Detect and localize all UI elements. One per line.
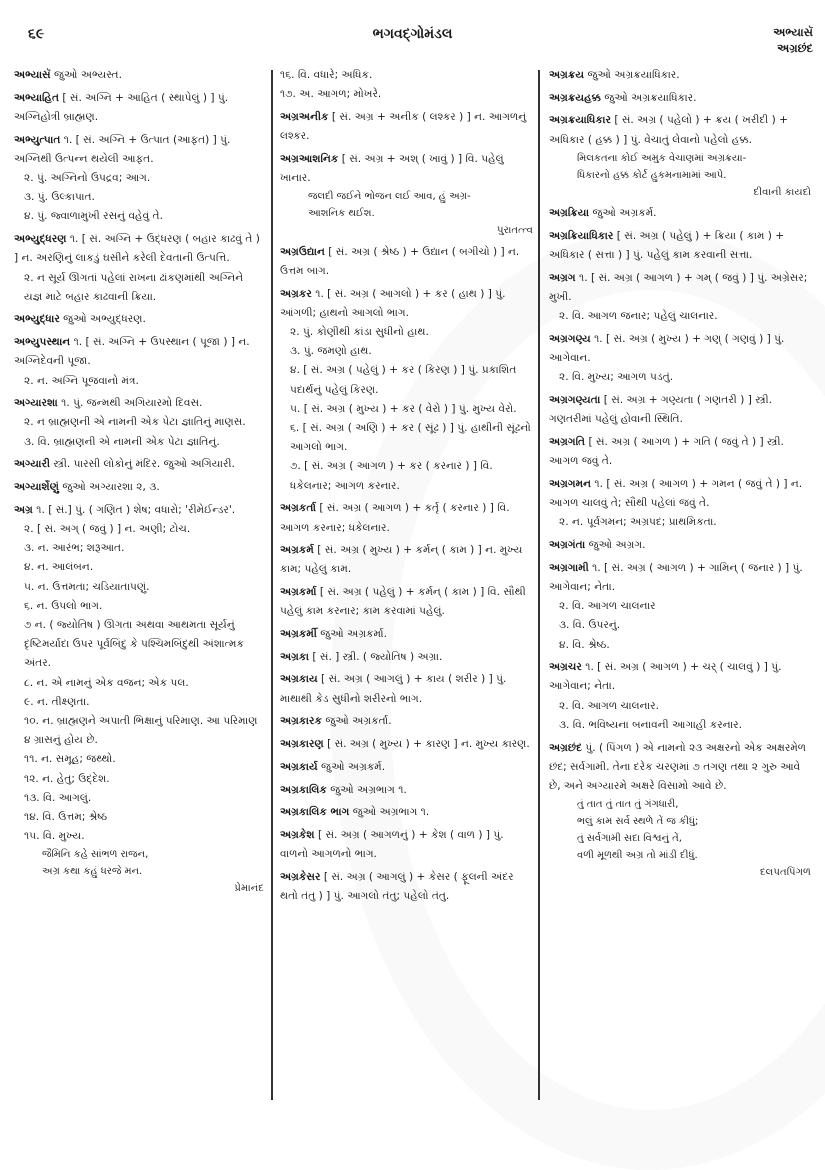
- headword: અગ્ર: [14, 503, 33, 516]
- definition: જુઓ અગ્રગ.: [588, 539, 646, 552]
- quotation-line: જલદી જઈને ભોજન લઈ આવ, હું અગ્ર-: [308, 191, 471, 203]
- dictionary-entry: [280, 758, 533, 777]
- definition: જુઓ અભ્યુદ્ધરણ.: [63, 313, 146, 326]
- sense-item: ૩. પું. જમણો હાથ.: [290, 345, 372, 358]
- headword: અગ્રચર: [549, 661, 582, 674]
- sense-item: ૧૬. વિ. વધારે; અધિક.: [280, 69, 373, 81]
- dictionary-entry: [549, 89, 811, 108]
- dictionary-entry: [549, 559, 811, 655]
- entry-main: [549, 111, 811, 149]
- headword: અગ્રકા: [280, 650, 309, 663]
- sense-item: ૧૫. વિ. મુખ્ય.: [24, 830, 85, 843]
- definition: [ સં. અગ્નિ + આહિત ( સ્થાપેલું ) ] પું. અગ્નિહોત્રી બ્રાહ્મણ.: [14, 91, 229, 123]
- headword: અગ્યારશા: [14, 397, 58, 410]
- entry-main: [280, 826, 533, 864]
- definition: ૧. પું. જન્મથી અગિયારમો દિવસ.: [61, 397, 203, 410]
- entry-main: [280, 781, 533, 800]
- entry-main: [280, 735, 533, 754]
- dictionary-entry: [280, 712, 533, 731]
- definition: [ સં. અગ્ર ( મુખ્ય ) + કારણ ] ન. મુખ્ય કારણ.: [327, 738, 530, 751]
- quotation-line: ધિકારનો હક્ક કોર્ટ હુકમનામામાં આપે.: [577, 169, 727, 181]
- dictionary-entry: [280, 583, 533, 621]
- definition: [ સં. ] સ્ત્રી. ( જ્યોતિષ ) અગ્રા.: [312, 650, 443, 663]
- entry-main: [280, 670, 533, 708]
- headword: અગ્રકાલિક ભાગ: [280, 806, 350, 819]
- dictionary-entry: [549, 433, 811, 471]
- headword: અભ્યુત્પાત: [14, 133, 61, 146]
- definition: [ સં. અગ્ર ( આગળ ) + કર્તૃ ( કરનાર ) ] વિ. આગળ કરનાર; ધકેલનાર.: [280, 502, 510, 534]
- headword: અગ્રકાર્ય: [280, 760, 318, 773]
- column-1: [14, 66, 264, 901]
- entry-main: [549, 66, 811, 85]
- entry-main: [280, 541, 533, 579]
- guide-word-first: અભ્યાસૅ: [773, 25, 813, 39]
- dictionary-entry: [549, 227, 811, 265]
- entry-main: [280, 150, 533, 188]
- dictionary-entry: [280, 66, 533, 104]
- dictionary-entry: [14, 230, 264, 307]
- sense-item: ૭ ન. ( જ્યોતિષ ) ઊગતા અથવા આથમતા સૂર્યનું દૃષ્ટિમર્યાદા ઉપર પૂર્વબિંદુ કે પશ્ચિમબિંદુથી અંશાત્મક અંતર.: [24, 618, 245, 670]
- headword: અગ્રગતિ: [549, 436, 586, 449]
- sense-item: ૪. વિ. શ્રેષ્ઠ.: [559, 638, 610, 651]
- sense-item: ૨. પું. કોણીથી કાંડા સુધીનો હાથ.: [290, 326, 429, 339]
- headword: અગ્રક્રિયાધિકાર: [549, 230, 614, 243]
- definition: જુઓ અગ્રભાગ ૧.: [330, 783, 407, 796]
- dictionary-entry: [280, 826, 533, 864]
- entry-main: [549, 89, 811, 108]
- headword: અગ્રકર્મ: [280, 544, 314, 557]
- column-divider: [538, 70, 540, 1100]
- quotation-line: ભલું કામ સર્વ સ્થળે તેં જ કીધું;: [577, 816, 699, 828]
- sense-item: ૭. [ સં. અગ્ર ( આગળ ) + કર ( કરનાર ) ] વિ. ધકેલનાર; આગળ કરનાર.: [290, 460, 493, 492]
- headword: અભ્યાસૅ: [14, 69, 51, 81]
- sense-item: ૨. ન બ્રાહ્મણની એ નામની એક પેટા જ્ઞાતિનું માણસ.: [24, 416, 246, 429]
- dictionary-entry: [549, 111, 811, 200]
- headword: અગ્રક્રય: [549, 69, 585, 81]
- entry-main: [14, 89, 264, 127]
- headword: અગ્રક્રયહક્ક: [549, 91, 601, 104]
- sense-item: ૧૧. ન. સમૂહ; જથ્થો.: [24, 753, 116, 766]
- entry-main: [280, 868, 533, 906]
- definition: [ સં. અગ્ર ( આગલું ) + કાય ( શરીર ) ] પું. માથાથી કેડ સુધીનો શરીરનો ભાગ.: [280, 673, 507, 705]
- headword: અગ્રઉદ્યાન: [280, 245, 325, 258]
- dictionary-entry: [14, 455, 264, 474]
- dictionary-entry: [280, 781, 533, 800]
- definition: જુઓ અભ્યસ્ત.: [54, 69, 122, 81]
- definition: જુઓ અગ્રકર્મા.: [320, 628, 387, 641]
- definition: [ સં. અગ્ર ( પહેલું ) + કર્મન્ ( કામ ) ] વિ. સૌથી પહેલું કામ કરનાર; કામ કરવામાં પહેલું.: [280, 586, 526, 618]
- entry-main: [549, 269, 811, 307]
- headword: અગ્રગણ્યતા: [549, 394, 601, 407]
- dictionary-entry: [14, 89, 264, 127]
- dictionary-entry: [549, 269, 811, 327]
- dictionary-entry: [280, 735, 533, 754]
- definition: [ સં. અગ્ર ( પહેલું ) + ક્રિયા ( કામ ) + અધિકાર ( સત્તા ) ] પું. પહેલું કામ કરવાની સત્તા.: [549, 230, 785, 262]
- definition: જુઓ અગ્યારશા ૨, ૩.: [62, 481, 160, 494]
- dictionary-entry: [14, 66, 264, 85]
- sense-item: ૧૦. ન. બ્રાહ્મણને અપાતી ભિક્ષાનું પરિમાણ. આ પરિમાણ ૪ ગ્રાસનું હોય છે.: [24, 715, 258, 747]
- guide-word-last: અગ્રછંદ: [777, 41, 813, 55]
- dictionary-entry: [549, 475, 811, 533]
- definition: જુઓ અગ્રકર્મ.: [592, 207, 657, 220]
- headword: અગ્રગામી: [549, 561, 589, 574]
- sense-item: ૪. પું. જ્વાળામુખી રસનું વહેવું તે.: [24, 210, 163, 223]
- definition: [ સં. અગ્ર ( મુખ્ય ) + કર્મન્ ( કામ ) ] ન. મુખ્ય કામ; પહેલું કામ.: [280, 544, 523, 576]
- dictionary-entry: [280, 150, 533, 239]
- definition: [ સં. અગ્ર + ગણ્યતા ( ગણતરી ) ] સ્ત્રી. ગણતરીમાં પહેલું હોવાની સ્થિતિ.: [549, 394, 773, 426]
- sense-item: ૨. વિ. આગળ જનાર; પહેલું ચાલનાર.: [559, 310, 718, 323]
- quotation-line: અગ્ર કથા કહું ધરજે મન.: [42, 866, 143, 878]
- headword: અગ્યાર્શેણું: [14, 481, 59, 494]
- dictionary-entry: [280, 625, 533, 644]
- sense-item: ૩. ન. આરંભ; શરૂઆત.: [24, 542, 125, 555]
- headword: અગ્રકેસર: [280, 870, 321, 883]
- definition: [ સં. અગ્ર ( આગળ ) + ગતિ ( જવું તે ) ] સ્ત્રી. આગળ જવું તે.: [549, 436, 784, 468]
- headword: અગ્રગમન: [549, 477, 592, 490]
- definition: જુઓ અગ્રકર્તા.: [325, 715, 392, 728]
- headword: અગ્રકર્મી: [280, 628, 317, 641]
- definition: ૧. [ સં.] પું. ( ગણિત ) શેષ; વધારો; 'રીમેઈન્ડર'.: [36, 503, 236, 516]
- sense-item: ૧૭. અ. આગળ; મોખરે.: [280, 88, 382, 101]
- entry-main: [14, 478, 264, 497]
- entry-main: [549, 330, 811, 368]
- quotation-line: તું સર્વગામી સદા વિશ્વનું તેં,: [577, 833, 682, 845]
- dictionary-entry: [549, 658, 811, 735]
- headword: અગ્રઆશનિક: [280, 152, 339, 165]
- entry-main: [549, 475, 811, 513]
- entry-main: [549, 204, 811, 223]
- dictionary-entry: [14, 131, 264, 227]
- definition: ૧. [ સં. અગ્ર ( આગળ ) + ગમ્ ( જવું ) ] પું. અગ્રેસર; મુખી.: [549, 271, 808, 304]
- sense-item: ૧૨. ન. હેતુ; ઉદ્દેશ.: [24, 772, 110, 785]
- entry-main: [14, 333, 264, 371]
- dictionary-entry: [280, 868, 533, 906]
- headword: અભ્યાહિત: [14, 91, 59, 104]
- sense-item: ૪. [ સં. અગ્ર ( પહેલું ) + કર ( કિરણ ) ] પું. પ્રકાશિત પદાર્થનું પહેલું કિરણ.: [290, 364, 517, 396]
- dictionary-entry: [549, 391, 811, 429]
- entry-main: [280, 625, 533, 644]
- quotation-source: પુરાતત્ત્વ: [497, 225, 533, 237]
- entry-main: [14, 230, 264, 268]
- definition: ૧. [ સં. અગ્ર ( આગળ ) + ગામિન્ ( જનાર ) ] પું. આગેવાન; નેતા.: [549, 561, 803, 593]
- definition: ૧. [ સં. અગ્ર ( મુખ્ય ) + ગણ્ ( ગણવું ) ] પું. આગેવાન.: [549, 333, 785, 365]
- headword: અગ્રક્રયાધિકાર: [549, 114, 611, 127]
- dictionary-entry: [14, 478, 264, 497]
- entry-main: [14, 501, 264, 520]
- sense-item: ૩. વિ. બ્રાહ્મણની એ નામની એક પેટા જ્ઞાતિનું.: [24, 435, 220, 448]
- entry-main: [280, 108, 533, 146]
- headword: અગ્રગ: [549, 271, 576, 284]
- dictionary-entry: [280, 648, 533, 667]
- quotation-line: જૈમિનિ કહે સાંભળ રાજન,: [42, 849, 149, 861]
- definition: [ સં. અગ્ર ( આગળનું ) + કેશ ( વાળ ) ] પું. વાળનો આગળનો ભાગ.: [280, 828, 504, 861]
- definition: ૧. [ સં. અગ્નિ + ઉપસ્થાન ( પૂજા ) ] ન. અગ્નિદેવની પૂજા.: [14, 336, 250, 368]
- sense-item: ૩. વિ. ભવિષ્યના બનાવની આગાહી કરનાર.: [559, 718, 743, 731]
- headword: અગ્રગણ્ય: [549, 333, 591, 346]
- sense-item: ૫. ન. ઉત્તમતા; ચડિયાતાપણું.: [24, 580, 150, 593]
- definition: ૧. [ સં. અગ્નિ + ઉત્પાત (આફત) ] પું. અગ્નિથી ઉત્પન્ન થયેલી આફત.: [14, 133, 231, 165]
- dictionary-entry: [549, 330, 811, 388]
- headword: અગ્રકાલિક: [280, 783, 327, 796]
- entry-main: [14, 394, 264, 413]
- definition: ૧. [ સં. અગ્ર ( આગલો ) + કર ( હાથ ) ] પું. આંગળી; હાથનો આગલો ભાગ.: [280, 287, 506, 319]
- headword: અગ્રક્રિયા: [549, 207, 590, 220]
- sense-item: ૨. ન. પૂર્વગમન; અગ્રપદ; પ્રાથમિકતા.: [559, 516, 717, 529]
- column-2: [280, 66, 533, 910]
- headword: અગ્રકર: [280, 287, 312, 300]
- column-divider: [271, 70, 273, 1100]
- entry-main: [549, 658, 811, 696]
- definition: ૧. [ સં. અગ્ર ( આગળ ) + ગમન ( જવું તે ) ] ન. આગળ ચાલવું તે; સૌથી પહેલાં જવું તે.: [549, 477, 803, 510]
- entry-main: [14, 455, 264, 474]
- headword: અગ્રકારક: [280, 715, 322, 728]
- running-title: ભગવદ્ગોમંડલ: [372, 26, 453, 42]
- entry-main: [280, 583, 533, 621]
- definition: જુઓ અગ્રભાગ ૧.: [352, 806, 430, 819]
- entry-main: [549, 536, 811, 555]
- dictionary-entry: [549, 739, 811, 882]
- dictionary-entry: [280, 803, 533, 822]
- quotation-line: તું તાત તું તાત તું ગંગધારી,: [577, 799, 679, 811]
- definition: [ સં. અગ્ર ( પહેલો ) + ક્રય ( ખરીદી ) + અધિકાર ( હક્ક ) ] પું. વેચાતું લેવાનો પહેલો હક્ક.: [549, 114, 789, 146]
- dictionary-entry: [14, 501, 264, 898]
- quotation-line: મિલકતના કોઈ અમુક વેચાણમાં અગ્રક્રયા-: [577, 152, 747, 164]
- sense-item: ૮. ન. એ નામનું એક વજન; એક પલ.: [24, 676, 189, 689]
- headword: અગ્રકર્મા: [280, 586, 317, 599]
- sense-item: ૨. [ સં. અગ્ ( જવું ) ] ન. અણી; ટોચ.: [24, 522, 191, 535]
- sense-item: ૪. ન. આલંબન.: [24, 561, 94, 574]
- sense-item: ૨. ન. અગ્નિ પૂજવાનો મંત્ર.: [24, 374, 139, 387]
- entry-main: [549, 559, 811, 597]
- headword: અગ્રછંદ: [549, 741, 583, 754]
- sense-item: ૨. વિ. મુખ્ય; આગળ પડતું.: [559, 371, 674, 384]
- headword: અગ્રઅનીક: [280, 110, 329, 123]
- quotation-source: દીવાની કાયદો: [753, 186, 811, 198]
- guide-words: [773, 24, 813, 56]
- headword: અગ્રકાય: [280, 673, 318, 686]
- entry-main: [14, 310, 264, 329]
- entry-main: [14, 131, 264, 169]
- entry-main: [280, 648, 533, 667]
- sense-item: ૧૩. વિ. આગલું.: [24, 791, 92, 804]
- entry-main: [14, 66, 264, 85]
- dictionary-entry: [280, 243, 533, 281]
- page-header: [0, 0, 825, 62]
- quotation-source: દલપતપિંગળ: [759, 867, 811, 879]
- sense-item: ૩. વિ. ઉપરનું.: [559, 619, 621, 632]
- definition: ૧. [ સં. અગ્ર ( આગળ ) + ચર્ ( ચાલવું ) ] પું. આગેવાન; નેતા.: [549, 661, 782, 693]
- definition: [ સં. અગ્ર + અશ્ ( ખાવું ) ] વિ. પહેલું ખાનાર.: [280, 152, 504, 185]
- sense-item: ૯. ન. તીક્ષ્ણતા.: [24, 695, 90, 708]
- entry-main: [549, 739, 811, 797]
- definition: [ સં. અગ્ર + અનીક ( લશ્કર ) ] ન. આગળનું લશ્કર.: [280, 110, 527, 143]
- entry-main: [549, 391, 811, 429]
- entry-main: [280, 499, 533, 537]
- definition: પું. ( પિંગળ ) એ નામનો ૨૩ અક્ષરનો એક અક્ષરમેળ છંદ; સર્વગામી. તેના દરેક ચરણમાં ૭ તગણ તથા ૨ ગુરુ આવે છે, અને અગ્યારમે અક્ષરે વિસામો આવે છે.: [549, 741, 807, 792]
- dictionary-entry: [14, 310, 264, 329]
- headword: અભ્યુપસ્થાન: [14, 336, 71, 349]
- column-3: [549, 66, 811, 885]
- definition: જુઓ અગ્રક્રયાધિકાર.: [587, 69, 680, 81]
- definition: [ સં. અગ્ર ( શ્રેષ્ઠ ) + ઉદ્યાન ( બગીચો ) ] ન. ઉત્તમ બાગ.: [280, 245, 520, 277]
- headword: અગ્રકેશ: [280, 828, 315, 841]
- headword: અગ્રગંતા: [549, 539, 586, 552]
- definition: સ્ત્રી. પારસી લોકોનું મંદિર. જુઓ અગિયારી.: [53, 458, 235, 471]
- headword: અગ્રકર્તા: [280, 502, 317, 515]
- sense-item: ૫. [ સં. અગ્ર ( મુખ્ય ) + કર ( વેરો ) ] પું. મુખ્ય વેરો.: [290, 402, 517, 415]
- entry-main: [280, 285, 533, 323]
- dictionary-entry: [280, 285, 533, 496]
- quotation-source: પ્રેમાનંદ: [234, 883, 264, 895]
- entry-main: [280, 803, 533, 822]
- headword: અભ્યુદ્ધરણ: [14, 233, 67, 246]
- headword: અભ્યુદ્ધાર: [14, 313, 60, 326]
- sense-item: ૧૪. વિ. ઉત્તમ; શ્રેષ્ઠ: [24, 811, 108, 824]
- definition: જુઓ અગ્રકર્મ.: [321, 760, 386, 773]
- entry-main: [280, 758, 533, 777]
- dictionary-entry: [14, 333, 264, 391]
- entry-main: [549, 227, 811, 265]
- definition: ૧. [ સં. અગ્નિ + ઉદ્ધરણ ( બહાર કાઢવું તે ) ] ન. અરણિનું લાકડું ઘસીને કરેલી દેવતાની ઉત્પત્તિ.: [14, 233, 260, 265]
- dictionary-entry: [549, 536, 811, 555]
- dictionary-entry: [280, 499, 533, 537]
- dictionary-entry: [280, 670, 533, 708]
- entry-main: [280, 712, 533, 731]
- quotation-line: વળી મૂળથી અગ્ર તો માંડી દીધું.: [577, 850, 698, 862]
- sense-item: ૨. પું. અગ્નિનો ઉપદ્રવ; આગ.: [24, 172, 151, 185]
- page-number: ૬૯: [28, 26, 45, 42]
- dictionary-entry: [280, 108, 533, 146]
- dictionary-entry: [549, 204, 811, 223]
- definition: જુઓ અગ્રક્રયાધિકાર.: [604, 91, 697, 104]
- sense-item: ૬. ન. ઉપલો ભાગ.: [24, 599, 103, 612]
- entry-main: [549, 433, 811, 471]
- sense-item: ૩. પું. ઉલ્કાપાત.: [24, 191, 95, 204]
- sense-item: ૨. ન સૂર્ય ઊગતાં પહેલાં રાખના ઢાંકણમાંથી અગ્નિને યજ્ઞ માટે બહાર કાઢવાની ક્રિયા.: [24, 271, 244, 303]
- dictionary-entry: [280, 541, 533, 579]
- sense-item: ૬. [ સં. અગ્ર ( અણિ ) + કર ( સૂંઢ ) ] પું. હાથીની સૂંઢનો આગલો ભાગ.: [290, 422, 531, 454]
- quotation-line: આશનિક થઈશ.: [308, 208, 375, 220]
- dictionary-entry: [549, 66, 811, 85]
- definition: [ સં. અગ્ર ( આગલું ) + કેસર ( ફૂલની અંદર થતો તંતુ ) ] પું. આગલો તંતુ; પહેલો તંતુ.: [280, 870, 514, 903]
- dictionary-entry: [14, 394, 264, 452]
- headword: અગ્રકારણ: [280, 738, 324, 751]
- sense-item: ૨. વિ. આગળ ચાલનાર.: [559, 699, 659, 712]
- headword: અગ્યારી: [14, 458, 51, 471]
- entry-main: [280, 243, 533, 281]
- sense-item: ૨. વિ. આગળ ચાલનાર: [559, 600, 656, 613]
